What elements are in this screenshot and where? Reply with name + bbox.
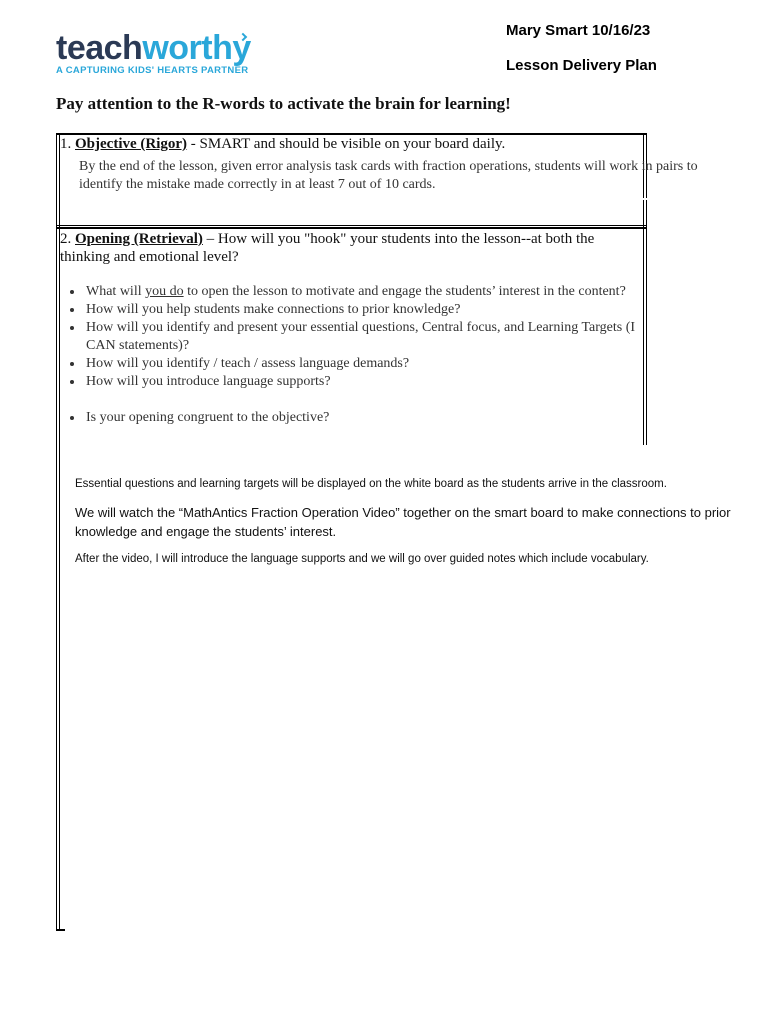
objective-number: 1. xyxy=(60,136,72,152)
bullet-text-underlined: you do xyxy=(145,284,184,299)
list-item: How will you identify and present your essential questions, Central focus, and Learning Targets (I CAN statements)? xyxy=(66,319,636,355)
opening-questions-list xyxy=(66,283,636,427)
table-bottom-tick xyxy=(56,929,65,931)
list-item: How will you help students make connections to prior knowledge? xyxy=(66,301,636,319)
plan-title: Lesson Delivery Plan xyxy=(506,57,657,74)
teacher-date: Mary Smart 10/16/23 xyxy=(506,22,651,39)
document-meta xyxy=(506,20,657,76)
logo-word-worthy: worthy xyxy=(142,29,251,67)
opening-subtitle: – How will you "hook" your students into the lesson--at both the thinking and emotional level? xyxy=(60,231,595,265)
response-paragraph: After the video, I will introduce the language supports and we will go over guided notes which include vocabulary. xyxy=(75,553,649,565)
list-item: How will you identify / teach / assess language demands? xyxy=(66,355,636,373)
response-paragraph: Essential questions and learning targets will be displayed on the white board as the students arrive in the classroom. xyxy=(75,478,667,490)
list-item xyxy=(66,283,636,301)
objective-section xyxy=(56,133,698,228)
logo-word-teach: teach xyxy=(56,29,143,67)
response-paragraph: We will watch the “MathAntics Fraction Operation Video” together on the smart board to make connections to prior knowledge and engage the students’ interest. xyxy=(75,505,731,539)
objective-subtitle: - SMART and should be visible on your board daily. xyxy=(187,136,506,152)
teachworthy-logo xyxy=(56,30,251,76)
opening-section xyxy=(56,228,647,445)
bullet-text-before: What will xyxy=(86,284,146,299)
objective-text: By the end of the lesson, given error analysis task cards with fraction operations, students will work in pairs to identify the mistake made correctly in at least 7 out of 10 cards. xyxy=(79,159,698,192)
objective-title xyxy=(60,135,505,153)
opening-title xyxy=(60,230,620,266)
opening-number: 2. xyxy=(60,231,72,247)
bullet-text-after: to open the lesson to motivate and engage the students’ interest in the content? xyxy=(183,284,626,299)
section-top-border xyxy=(56,228,647,229)
opening-label: Opening (Retrieval) xyxy=(75,231,203,247)
logo-tagline: A CAPTURING KIDS' HEARTS PARTNER xyxy=(56,65,249,76)
objective-label: Objective (Rigor) xyxy=(75,136,188,152)
section-right-border xyxy=(643,228,647,445)
instruction-heading: Pay attention to the R-words to activate the brain for learning! xyxy=(56,94,511,113)
logo-wordmark xyxy=(56,30,251,66)
list-item: How will you introduce language supports? xyxy=(66,373,636,391)
list-item: Is your opening congruent to the objective? xyxy=(66,409,636,427)
